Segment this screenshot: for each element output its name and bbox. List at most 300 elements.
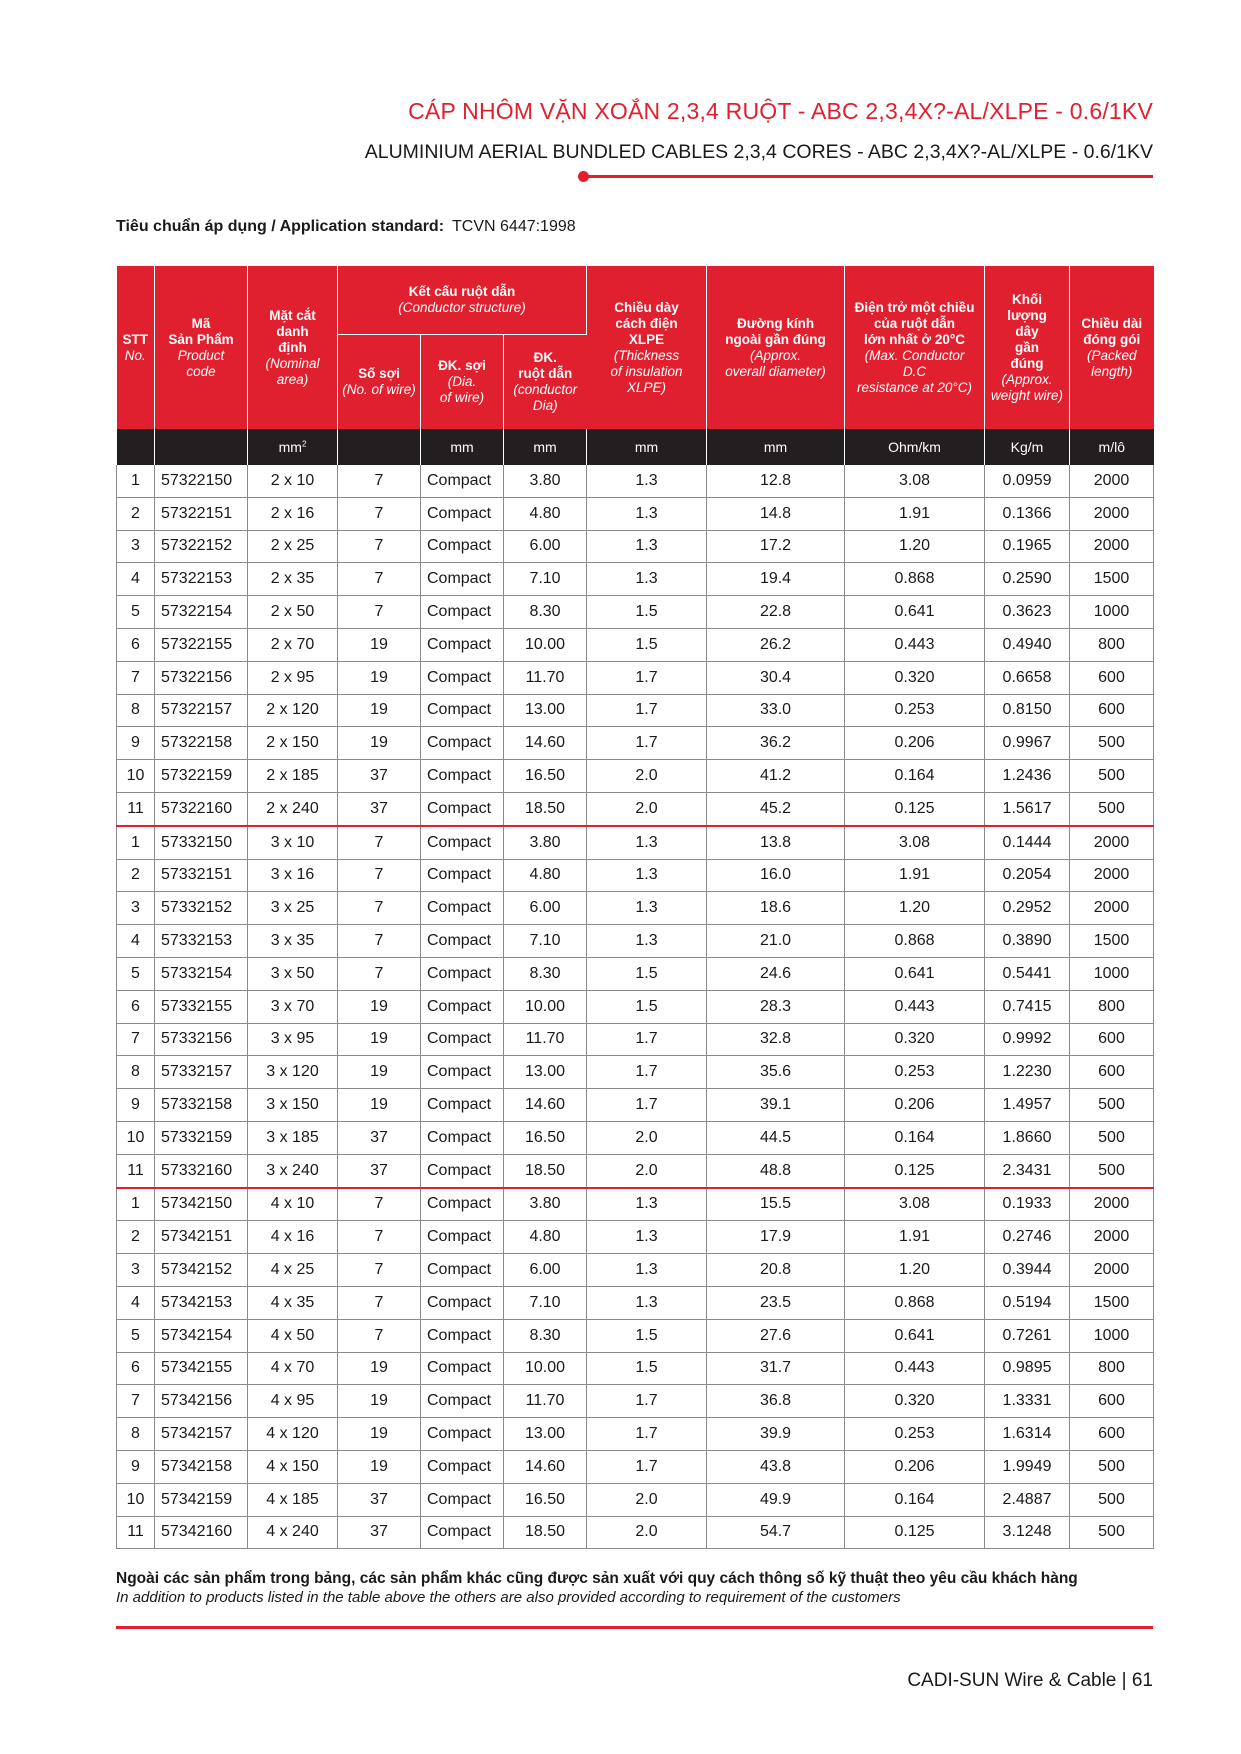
cell-stt: 5 [117,596,155,629]
cell-packed-length: 1500 [1070,563,1154,596]
cell-no-of-wire: 7 [338,530,421,563]
cell-nominal-area: 4 x 150 [248,1450,338,1483]
cell-no-of-wire: 7 [338,859,421,892]
cell-resistance: 0.320 [845,1385,985,1418]
cell-wire-dia: Compact [421,760,504,793]
cell-product-code: 57332152 [155,892,248,925]
cell-insulation: 1.3 [587,1286,707,1319]
cell-insulation: 1.3 [587,1221,707,1254]
cell-overall-diameter: 14.8 [707,497,845,530]
unit-wires [338,429,421,465]
cell-product-code: 57342160 [155,1516,248,1549]
unit-resistance: Ohm/km [845,429,985,465]
header-conductor-structure: Kết cấu ruột dẫn (Conductor structure) [338,266,587,335]
cell-overall-diameter: 43.8 [707,1450,845,1483]
cell-resistance: 0.320 [845,1023,985,1056]
cell-stt: 7 [117,1023,155,1056]
cell-overall-diameter: 19.4 [707,563,845,596]
cell-conductor-dia: 4.80 [504,497,587,530]
table-row [117,1352,1154,1385]
cell-stt: 8 [117,694,155,727]
cell-insulation: 1.7 [587,727,707,760]
cell-product-code: 57322156 [155,661,248,694]
cell-insulation: 1.5 [587,628,707,661]
unit-length: m/lô [1070,429,1154,465]
cell-weight: 0.8150 [985,694,1070,727]
cell-resistance: 0.164 [845,1121,985,1154]
cell-resistance: 0.253 [845,1056,985,1089]
cell-no-of-wire: 37 [338,1483,421,1516]
cell-insulation: 1.7 [587,1089,707,1122]
cell-packed-length: 500 [1070,1121,1154,1154]
cell-weight: 3.1248 [985,1516,1070,1549]
cell-product-code: 57322151 [155,497,248,530]
cell-no-of-wire: 37 [338,1154,421,1187]
cell-insulation: 1.3 [587,1188,707,1221]
cell-packed-length: 2000 [1070,859,1154,892]
cell-no-of-wire: 7 [338,826,421,859]
cell-weight: 1.8660 [985,1121,1070,1154]
cell-no-of-wire: 37 [338,760,421,793]
cell-stt: 10 [117,760,155,793]
cell-no-of-wire: 19 [338,1385,421,1418]
cell-product-code: 57332150 [155,826,248,859]
cell-no-of-wire: 37 [338,1121,421,1154]
cell-resistance: 1.20 [845,1254,985,1287]
cell-no-of-wire: 19 [338,1352,421,1385]
cell-packed-length: 600 [1070,1385,1154,1418]
cell-packed-length: 500 [1070,792,1154,825]
cell-conductor-dia: 18.50 [504,792,587,825]
footnote-rule [116,1626,1153,1629]
cell-weight: 0.1933 [985,1188,1070,1221]
cell-packed-length: 500 [1070,1516,1154,1549]
cell-weight: 0.2590 [985,563,1070,596]
cell-resistance: 3.08 [845,826,985,859]
cell-nominal-area: 3 x 240 [248,1154,338,1187]
cell-insulation: 1.3 [587,530,707,563]
cell-insulation: 2.0 [587,1483,707,1516]
standard-label: Tiêu chuẩn áp dụng / Application standard: [116,218,445,235]
cell-overall-diameter: 48.8 [707,1154,845,1187]
cell-resistance: 0.125 [845,1516,985,1549]
cell-product-code: 57342150 [155,1188,248,1221]
cell-overall-diameter: 12.8 [707,465,845,497]
cell-nominal-area: 2 x 240 [248,792,338,825]
table-row [117,1254,1154,1287]
cell-nominal-area: 3 x 50 [248,957,338,990]
unit-diameter: mm [707,429,845,465]
cell-product-code: 57332160 [155,1154,248,1187]
cell-product-code: 57322160 [155,792,248,825]
page-title-vn: CÁP NHÔM VẶN XOẮN 2,3,4 RUỘT - ABC 2,3,4X?-AL/XLPE - 0.6/1KV [408,98,1153,124]
cell-wire-dia: Compact [421,563,504,596]
cell-overall-diameter: 49.9 [707,1483,845,1516]
cell-wire-dia: Compact [421,957,504,990]
cell-stt: 7 [117,661,155,694]
cell-insulation: 1.5 [587,957,707,990]
cell-packed-length: 500 [1070,1483,1154,1516]
cell-product-code: 57322150 [155,465,248,497]
cell-insulation: 1.5 [587,990,707,1023]
table-row [117,1089,1154,1122]
cell-weight: 0.2746 [985,1221,1070,1254]
cell-no-of-wire: 19 [338,661,421,694]
header-nominal-area: Mặt cắt danh định (Nominal area) [248,266,338,429]
cell-wire-dia: Compact [421,1450,504,1483]
cell-nominal-area: 2 x 95 [248,661,338,694]
cell-packed-length: 2000 [1070,1221,1154,1254]
cell-conductor-dia: 6.00 [504,1254,587,1287]
cell-wire-dia: Compact [421,1221,504,1254]
cell-conductor-dia: 18.50 [504,1516,587,1549]
cell-conductor-dia: 8.30 [504,957,587,990]
cell-nominal-area: 3 x 185 [248,1121,338,1154]
cell-no-of-wire: 19 [338,990,421,1023]
cell-conductor-dia: 3.80 [504,1188,587,1221]
cell-no-of-wire: 19 [338,1089,421,1122]
cell-packed-length: 500 [1070,1450,1154,1483]
cell-insulation: 1.7 [587,1056,707,1089]
cell-conductor-dia: 3.80 [504,465,587,497]
cell-insulation: 2.0 [587,1516,707,1549]
cell-resistance: 0.868 [845,925,985,958]
cell-no-of-wire: 19 [338,727,421,760]
cell-nominal-area: 4 x 50 [248,1319,338,1352]
cell-wire-dia: Compact [421,661,504,694]
table-row [117,1483,1154,1516]
cell-wire-dia: Compact [421,1286,504,1319]
cell-overall-diameter: 17.9 [707,1221,845,1254]
cell-conductor-dia: 10.00 [504,990,587,1023]
cell-nominal-area: 4 x 10 [248,1188,338,1221]
cell-nominal-area: 4 x 70 [248,1352,338,1385]
cell-product-code: 57342152 [155,1254,248,1287]
cell-stt: 10 [117,1121,155,1154]
cell-weight: 0.1366 [985,497,1070,530]
cell-weight: 1.3331 [985,1385,1070,1418]
cell-wire-dia: Compact [421,859,504,892]
cell-no-of-wire: 7 [338,1221,421,1254]
header-stt: STT No. [117,266,155,429]
cell-product-code: 57322153 [155,563,248,596]
units-row [117,429,1154,465]
table-row [117,727,1154,760]
cell-conductor-dia: 13.00 [504,694,587,727]
cell-product-code: 57332158 [155,1089,248,1122]
table-row [117,1023,1154,1056]
cell-weight: 0.6658 [985,661,1070,694]
cell-weight: 1.4957 [985,1089,1070,1122]
cell-insulation: 1.3 [587,563,707,596]
table-row [117,1056,1154,1089]
cell-product-code: 57332159 [155,1121,248,1154]
cell-no-of-wire: 19 [338,628,421,661]
table-row [117,1450,1154,1483]
table-row [117,925,1154,958]
cell-nominal-area: 3 x 70 [248,990,338,1023]
cell-stt: 1 [117,1188,155,1221]
header-weight: Khối lượng dây gần đúng (Approx. weight wire) [985,266,1070,429]
cell-nominal-area: 2 x 16 [248,497,338,530]
cell-product-code: 57322157 [155,694,248,727]
footnote-en: In addition to products listed in the table above the others are also provided according to requirement of the customers [116,1589,901,1606]
cell-packed-length: 600 [1070,1056,1154,1089]
cable-spec-table [116,266,1154,1549]
cell-stt: 4 [117,925,155,958]
cell-conductor-dia: 11.70 [504,661,587,694]
cell-nominal-area: 4 x 240 [248,1516,338,1549]
cell-nominal-area: 3 x 95 [248,1023,338,1056]
cell-packed-length: 1500 [1070,1286,1154,1319]
cell-overall-diameter: 39.9 [707,1418,845,1451]
cell-weight: 0.5441 [985,957,1070,990]
cell-overall-diameter: 22.8 [707,596,845,629]
cell-conductor-dia: 10.00 [504,628,587,661]
table-row [117,1121,1154,1154]
cell-packed-length: 500 [1070,1154,1154,1187]
cell-stt: 10 [117,1483,155,1516]
cell-wire-dia: Compact [421,990,504,1023]
unit-code [155,429,248,465]
cell-packed-length: 600 [1070,661,1154,694]
cell-nominal-area: 4 x 35 [248,1286,338,1319]
unit-cond-dia: mm [504,429,587,465]
cell-conductor-dia: 14.60 [504,1089,587,1122]
cell-overall-diameter: 54.7 [707,1516,845,1549]
cell-no-of-wire: 19 [338,1418,421,1451]
table-row [117,1516,1154,1549]
cell-conductor-dia: 8.30 [504,596,587,629]
cell-overall-diameter: 45.2 [707,792,845,825]
cell-overall-diameter: 15.5 [707,1188,845,1221]
cell-no-of-wire: 7 [338,1286,421,1319]
cell-weight: 0.9992 [985,1023,1070,1056]
cell-resistance: 0.125 [845,792,985,825]
header-dc-resistance: Điện trở một chiều của ruột dẫn lớn nhất ở 20°C (Max. Conductor D.C resistance at 20°C) [845,266,985,429]
cell-resistance: 0.443 [845,628,985,661]
cell-resistance: 3.08 [845,465,985,497]
cell-conductor-dia: 7.10 [504,563,587,596]
table-row [117,1221,1154,1254]
cell-product-code: 57342158 [155,1450,248,1483]
cell-insulation: 2.0 [587,792,707,825]
cell-product-code: 57342155 [155,1352,248,1385]
cell-resistance: 0.443 [845,1352,985,1385]
cell-resistance: 0.125 [845,1154,985,1187]
cell-resistance: 0.164 [845,760,985,793]
header-overall-diameter: Đường kính ngoài gần đúng (Approx. overall diameter) [707,266,845,429]
cell-insulation: 1.3 [587,497,707,530]
cell-packed-length: 2000 [1070,530,1154,563]
cell-no-of-wire: 7 [338,596,421,629]
cell-nominal-area: 3 x 120 [248,1056,338,1089]
cell-weight: 0.2952 [985,892,1070,925]
cell-overall-diameter: 31.7 [707,1352,845,1385]
cell-product-code: 57332151 [155,859,248,892]
cell-overall-diameter: 18.6 [707,892,845,925]
header-conductor-diameter: ĐK. ruột dẫn (conductor Dia) [504,335,587,430]
cell-weight: 0.3623 [985,596,1070,629]
cell-resistance: 0.253 [845,1418,985,1451]
cell-wire-dia: Compact [421,1089,504,1122]
cell-overall-diameter: 35.6 [707,1056,845,1089]
cell-insulation: 1.3 [587,859,707,892]
cell-nominal-area: 2 x 120 [248,694,338,727]
cell-nominal-area: 2 x 150 [248,727,338,760]
cell-stt: 2 [117,497,155,530]
unit-insulation: mm [587,429,707,465]
cell-product-code: 57332153 [155,925,248,958]
cell-resistance: 0.443 [845,990,985,1023]
cell-weight: 0.7261 [985,1319,1070,1352]
cell-wire-dia: Compact [421,1154,504,1187]
cell-stt: 7 [117,1385,155,1418]
cell-wire-dia: Compact [421,465,504,497]
cell-insulation: 1.7 [587,694,707,727]
cell-weight: 0.1444 [985,826,1070,859]
cell-weight: 0.3890 [985,925,1070,958]
cell-stt: 11 [117,792,155,825]
cell-wire-dia: Compact [421,1121,504,1154]
footnote [116,1570,1078,1606]
cell-overall-diameter: 28.3 [707,990,845,1023]
header-wire-diameter: ĐK. sợi (Dia. of wire) [421,335,504,430]
cell-nominal-area: 4 x 16 [248,1221,338,1254]
cell-product-code: 57332155 [155,990,248,1023]
cell-wire-dia: Compact [421,596,504,629]
cell-insulation: 1.3 [587,892,707,925]
cell-resistance: 0.868 [845,563,985,596]
cell-weight: 1.5617 [985,792,1070,825]
cell-resistance: 3.08 [845,1188,985,1221]
cell-stt: 3 [117,1254,155,1287]
table-row [117,1418,1154,1451]
cell-overall-diameter: 39.1 [707,1089,845,1122]
cell-weight: 0.9967 [985,727,1070,760]
header-product-code: Mã Sản Phẩm Product code [155,266,248,429]
cell-wire-dia: Compact [421,628,504,661]
cell-overall-diameter: 32.8 [707,1023,845,1056]
cell-wire-dia: Compact [421,1418,504,1451]
cell-no-of-wire: 19 [338,1056,421,1089]
standard-value: TCVN 6447:1998 [452,218,576,235]
cell-wire-dia: Compact [421,826,504,859]
cell-no-of-wire: 7 [338,892,421,925]
cell-overall-diameter: 26.2 [707,628,845,661]
cell-overall-diameter: 20.8 [707,1254,845,1287]
cell-stt: 6 [117,990,155,1023]
cell-nominal-area: 3 x 25 [248,892,338,925]
cell-product-code: 57322158 [155,727,248,760]
table-row [117,694,1154,727]
table-row [117,760,1154,793]
unit-area: $mm^2$ [248,429,338,465]
cell-overall-diameter: 30.4 [707,661,845,694]
title-rule [582,175,1153,178]
cell-insulation: 1.7 [587,1450,707,1483]
cell-wire-dia: Compact [421,530,504,563]
cell-stt: 11 [117,1154,155,1187]
cell-no-of-wire: 7 [338,563,421,596]
cell-weight: 1.9949 [985,1450,1070,1483]
cell-no-of-wire: 7 [338,1188,421,1221]
cell-packed-length: 600 [1070,1418,1154,1451]
cell-packed-length: 500 [1070,760,1154,793]
cell-conductor-dia: 4.80 [504,859,587,892]
application-standard [116,218,576,236]
cell-conductor-dia: 4.80 [504,1221,587,1254]
cell-insulation: 1.3 [587,925,707,958]
table-row [117,1385,1154,1418]
cell-stt: 4 [117,1286,155,1319]
cell-stt: 3 [117,892,155,925]
cell-nominal-area: 2 x 35 [248,563,338,596]
cell-weight: 0.2054 [985,859,1070,892]
cell-wire-dia: Compact [421,497,504,530]
cell-stt: 8 [117,1056,155,1089]
cell-resistance: 0.868 [845,1286,985,1319]
unit-wire-dia: mm [421,429,504,465]
cell-stt: 9 [117,1450,155,1483]
table-row [117,628,1154,661]
cell-wire-dia: Compact [421,1023,504,1056]
cell-packed-length: 500 [1070,727,1154,760]
cell-resistance: 0.164 [845,1483,985,1516]
cell-packed-length: 2000 [1070,465,1154,497]
cell-product-code: 57332156 [155,1023,248,1056]
cell-conductor-dia: 8.30 [504,1319,587,1352]
cell-overall-diameter: 24.6 [707,957,845,990]
cell-product-code: 57322154 [155,596,248,629]
cell-packed-length: 1000 [1070,596,1154,629]
page-title-en: ALUMINIUM AERIAL BUNDLED CABLES 2,3,4 CORES - ABC 2,3,4X?-AL/XLPE - 0.6/1KV [364,141,1153,163]
cell-conductor-dia: 16.50 [504,1483,587,1516]
cell-no-of-wire: 7 [338,465,421,497]
header-packed-length: Chiều dài đóng gói (Packed length) [1070,266,1154,429]
cell-product-code: 57322159 [155,760,248,793]
cell-resistance: 0.206 [845,1089,985,1122]
cell-conductor-dia: 16.50 [504,760,587,793]
cell-packed-length: 2000 [1070,826,1154,859]
cell-overall-diameter: 16.0 [707,859,845,892]
cell-resistance: 1.91 [845,497,985,530]
cell-insulation: 2.0 [587,1121,707,1154]
cell-nominal-area: 4 x 95 [248,1385,338,1418]
cell-resistance: 1.91 [845,1221,985,1254]
cell-conductor-dia: 6.00 [504,892,587,925]
cell-insulation: 1.5 [587,596,707,629]
unit-stt [117,429,155,465]
cell-packed-length: 500 [1070,1089,1154,1122]
header-no-of-wire: Số sợi (No. of wire) [338,335,421,430]
cell-weight: 0.7415 [985,990,1070,1023]
cell-stt: 5 [117,957,155,990]
cell-conductor-dia: 18.50 [504,1154,587,1187]
cell-insulation: 1.3 [587,465,707,497]
cell-weight: 0.1965 [985,530,1070,563]
header-insulation-thickness: Chiều dày cách điện XLPE (Thickness of insulation XLPE) [587,266,707,429]
table-row [117,826,1154,859]
cell-conductor-dia: 10.00 [504,1352,587,1385]
cell-resistance: 0.641 [845,596,985,629]
cell-product-code: 57342151 [155,1221,248,1254]
cell-stt: 1 [117,465,155,497]
cell-nominal-area: 2 x 185 [248,760,338,793]
cell-conductor-dia: 16.50 [504,1121,587,1154]
table-row [117,1319,1154,1352]
cell-product-code: 57342156 [155,1385,248,1418]
